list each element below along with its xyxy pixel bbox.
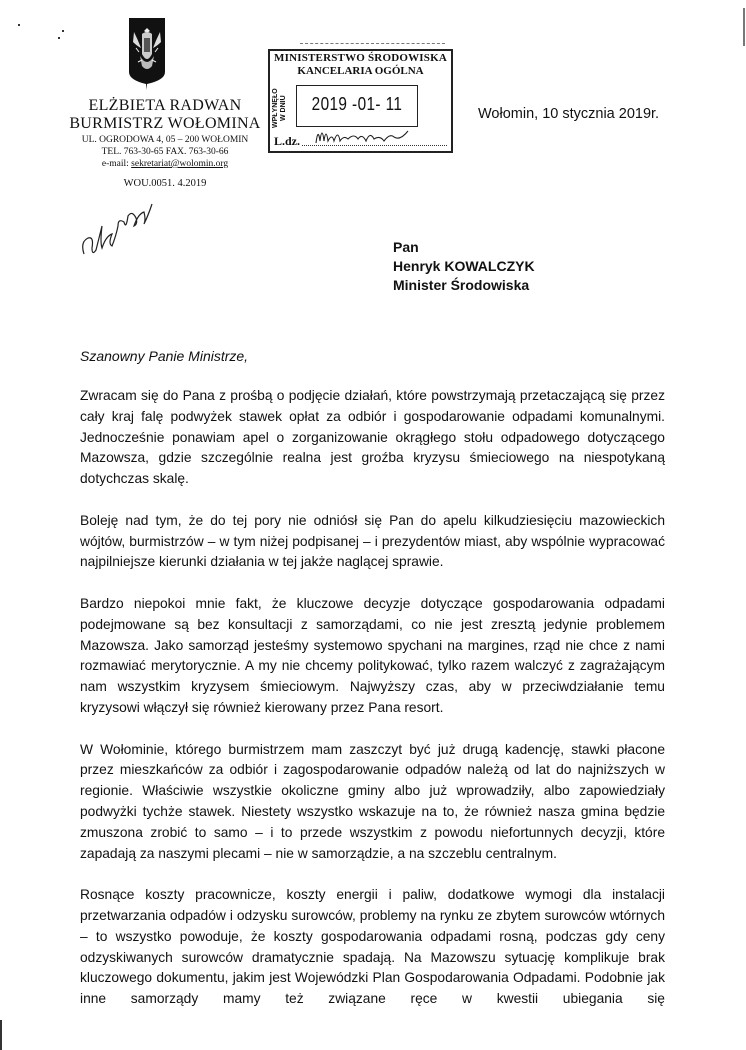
body-paragraph: Boleję nad tym, że do tej pory nie odniósł się Pan do apelu kilkudziesięciu mazowieckich wójtów, burmistrzów – w tym niżej podpisanej – i prezydentów miast, aby wspólnie wypracować najpilniejsze kierunki działania w tej jakże naglącej sprawie.	[80, 512, 665, 570]
scan-speck	[62, 30, 64, 32]
recipient-honorific: Pan	[393, 239, 419, 255]
body-paragraph: W Wołominie, którego burmistrzem mam zaszczyt być już drugą kadencję, stawki płacone przez mieszkańców za odbiór i zagospodarowanie odpadów należą od lat do najniższych w regionie. Właściwie wszystkie okoliczne gminy albo już wprowadziły, albo zapowiedziały podwyżki tychże stawek. Niestety wszystko wskazuje na to, że również nasza gmina będzie zmuszona zrobić to samo – i to przede wszystkim z powodu niefortunnych decyzji, które zapadają za naszymi plecami – nie w samorządzie, a na szczeblu centralnym.	[80, 741, 665, 861]
sender-email-line	[60, 158, 270, 170]
scan-speck	[18, 24, 20, 26]
letter-date: Wołomin, 10 stycznia 2019r.	[478, 106, 660, 122]
scan-speck	[58, 37, 60, 39]
body-paragraph: Zwracam się do Pana z prośbą o podjęcie działań, które powstrzymają przetaczającą się przez cały kraj falę podwyżek stawek opłat za odbiór i gospodarowanie odpadami komunalnymi. Jednocześnie ponawiam apel o zorganizowanie okrągłego stołu odpadowego dotyczącego Mazowsza, gdzie szczególnie realna jest groźba kryzysu śmieciowego na niespotykaną dotychczas skalę.	[80, 388, 665, 487]
stamp-date-box	[296, 85, 418, 127]
recipient-position: Minister Środowiska	[393, 277, 530, 293]
stamp-signature	[314, 123, 414, 147]
salutation: Szanowny Panie Ministrze,	[80, 348, 249, 364]
stamp-smudge	[300, 43, 445, 48]
letter-body	[80, 386, 665, 1031]
reference-number: WOU.0051. 4.2019	[123, 178, 207, 189]
email-link[interactable]: sekretariat@wolomin.org	[131, 159, 229, 169]
letterhead	[60, 97, 270, 190]
email-label: e-mail:	[101, 159, 132, 169]
stamp-ldz-label: L.dz.	[274, 134, 301, 148]
recipient-name: Henryk KOWALCZYK	[393, 258, 535, 274]
stamp-office: KANCELARIA OGÓLNA	[297, 65, 424, 77]
stamp-date: 2019 -01- 11	[311, 94, 403, 114]
scan-edge-left	[0, 1020, 2, 1050]
coat-of-arms-icon	[128, 18, 166, 90]
scan-edge-right	[743, 8, 745, 46]
body-paragraph: Rosnące koszty pracownicze, koszty energii i paliw, dodatkowe wymogi dla instalacji przetwarzania odpadów i odzysku surowców, problemy na rynku ze zbytem surowców wtórnych – to wszystko powoduje, że koszty gospodarowania odpadami rosną, podczas gdy ceny odzyskiwanych surowców dramatycznie spadają. Na Mazowszu sytuację komplikuje brak kluczowego dokumentu, jakim jest Wojewódzki Plan Gospodarowania Odpadami. Podobnie jak inne samorządy mamy też związane ręce w kwestii ubiegania się	[80, 887, 665, 1007]
stamp-received-label: WPŁYNĘŁO W DNIU	[272, 88, 287, 128]
handwritten-note	[78, 196, 158, 266]
body-paragraph: Bardzo niepokoi mnie fakt, że kluczowe decyzje dotyczące gospodarowania odpadami podejmowane są bez konsultacji z samorządami, co nie jest zresztą jedynie problemem Mazowsza. Jako samorząd jesteśmy systemowo spychani na margines, rząd nie chce z nami rozmawiać merytorycznie. A my nie chcemy politykować, tylko razem walczyć z zagrażającym nam wszystkim kryzysem śmieciowym. Najwyższy czas, aby w przeciwdziałanie temu kryzysowi włączył się również kierowany przez Pana resort.	[80, 595, 665, 715]
sender-address: UL. OGRODOWA 4, 05 – 200 WOŁOMIN	[81, 135, 249, 145]
receipt-stamp	[268, 49, 453, 153]
sender-phone: TEL. 763-30-65 FAX. 763-30-66	[101, 147, 229, 157]
sender-name: ELŻBIETA RADWAN	[88, 97, 242, 114]
sender-title: BURMISTRZ WOŁOMINA	[69, 115, 261, 132]
stamp-ministry: MINISTERSTWO ŚRODOWISKA	[274, 52, 447, 64]
recipient-block	[393, 238, 535, 295]
